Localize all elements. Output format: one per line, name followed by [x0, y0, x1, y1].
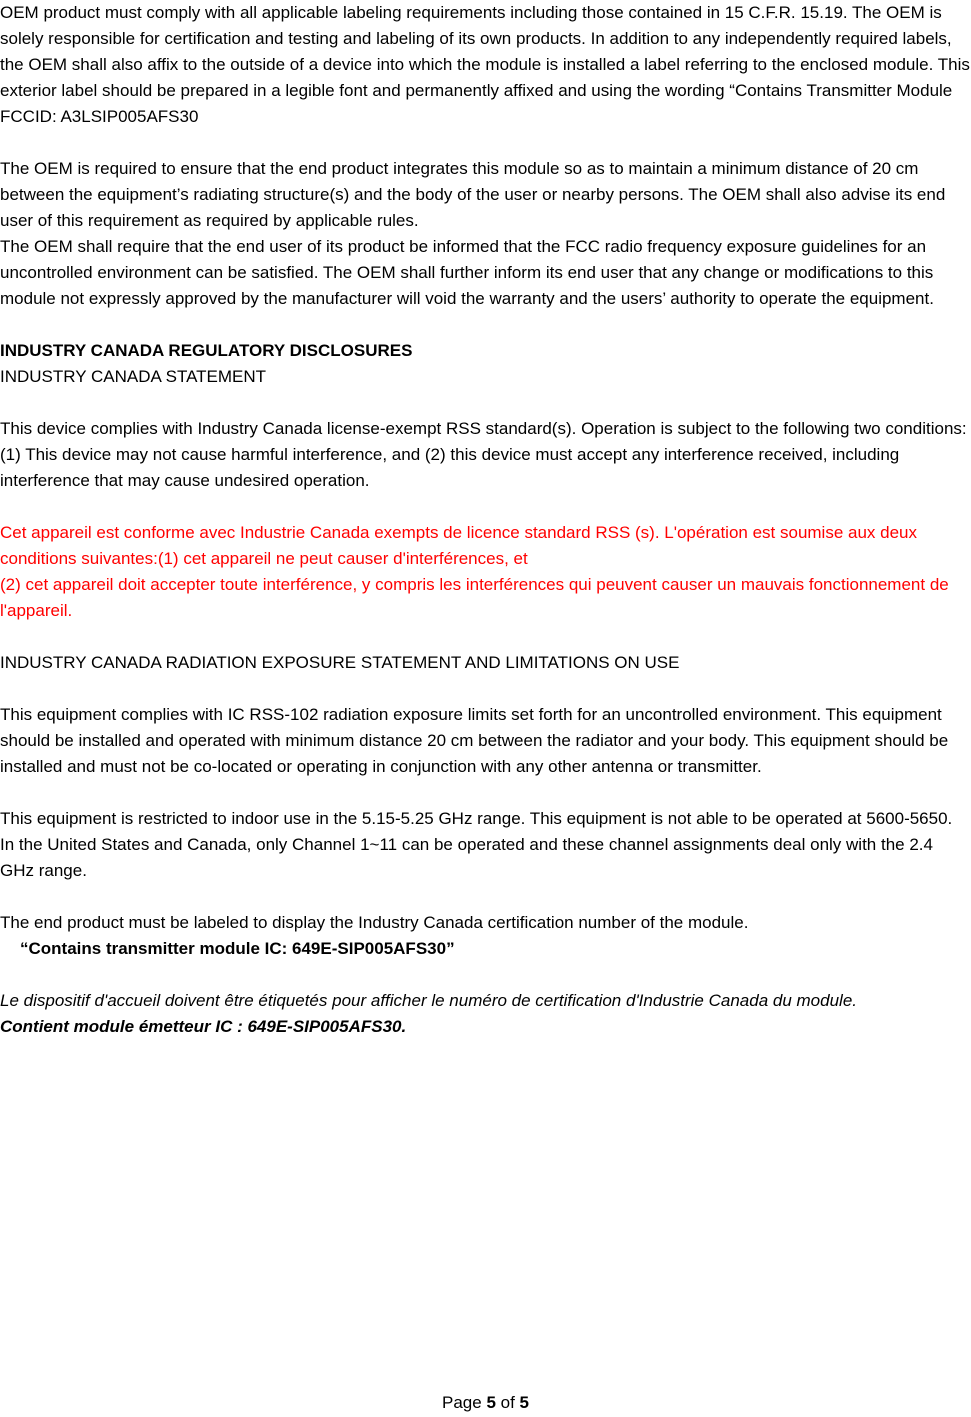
spacer: [0, 312, 971, 338]
page-prefix: Page: [442, 1393, 487, 1412]
page-current: 5: [486, 1393, 496, 1412]
ic-statement-fr-line-1: Cet appareil est conforme avec Industrie Canada exempts de licence standard RSS (s). L'opération est soumise aux deux conditions suivantes:(1) cet appareil ne peut causer d'interférences, et: [0, 523, 918, 568]
page-total: 5: [519, 1393, 529, 1412]
spacer: [0, 494, 971, 520]
label-wording: “Contains transmitter module IC: 649E-SIP005AFS30”: [20, 939, 455, 958]
spacer: [0, 390, 971, 416]
spacer: [0, 130, 971, 156]
indoor-paragraph: This equipment is restricted to indoor use in the 5.15-5.25 GHz range. This equipment is not able to be operated at 5600-5650. In the United States and Canada, only Channel 1~11 can be operated and these channel assignments deal only with the 2.4 GHz range.: [0, 809, 953, 880]
page-footer: [0, 1390, 971, 1416]
distance-paragraph-1: The OEM is required to ensure that the end product integrates this module so as to maintain a minimum distance of 20 cm between the equipment’s radiating structure(s) and the body of the user or nearby persons. The OEM shall also advise its end user of this requirement as required by applicable rules.: [0, 159, 946, 230]
radiation-title: INDUSTRY CANADA RADIATION EXPOSURE STATEMENT AND LIMITATIONS ON USE: [0, 653, 680, 672]
label-fr-paragraph: Le dispositif d'accueil doivent être étiquetés pour afficher le numéro de certification d'Industrie Canada du module.: [0, 991, 857, 1010]
spacer: [0, 884, 971, 910]
spacer: [0, 624, 971, 650]
label-fr-wording: Contient module émetteur IC : 649E-SIP005AFS30.: [0, 1017, 407, 1036]
page-separator: of: [495, 1393, 520, 1412]
distance-paragraph-2: The OEM shall require that the end user of its product be informed that the FCC radio frequency exposure guidelines for an uncontrolled environment can be satisfied. The OEM shall further inform its end user that any change or modifications to this module not expressly approved by the manufacturer will void the warranty and the users’ authority to operate the equipment.: [0, 237, 934, 308]
ic-statement-fr-line-2: (2) cet appareil doit accepter toute interférence, y compris les interférences qui peuvent causer un mauvais fonctionnement de l'appareil.: [0, 575, 949, 620]
ic-statement-en: This device complies with Industry Canada license-exempt RSS standard(s). Operation is subject to the following two conditions: (1) This device may not cause harmful interference, and (2) this device must accept any interference received, including interference that may cause undesired operation.: [0, 419, 967, 490]
spacer: [0, 962, 971, 988]
fcc-label-paragraph: OEM product must comply with all applicable labeling requirements including those contained in 15 C.F.R. 15.19. The OEM is solely responsible for certification and testing and labeling of its own products. In addition to any independently required labels, the OEM shall also affix to the outside of a device into which the module is installed a label referring to the enclosed module. This exterior label should be prepared in a legible font and permanently affixed and using the wording “Contains Transmitter Module FCCID: A3LSIP005AFS30: [0, 3, 970, 126]
spacer: [0, 780, 971, 806]
radiation-paragraph: This equipment complies with IC RSS-102 radiation exposure limits set forth for an uncontrolled environment. This equipment should be installed and operated with minimum distance 20 cm between the radiator and your body. This equipment should be installed and must not be co-located or operating in conjunction with any other antenna or transmitter.: [0, 705, 949, 776]
label-paragraph: The end product must be labeled to display the Industry Canada certification number of the module.: [0, 913, 749, 932]
spacer: [0, 676, 971, 702]
ic-heading: INDUSTRY CANADA REGULATORY DISCLOSURES: [0, 341, 413, 360]
ic-statement-title: INDUSTRY CANADA STATEMENT: [0, 367, 267, 386]
